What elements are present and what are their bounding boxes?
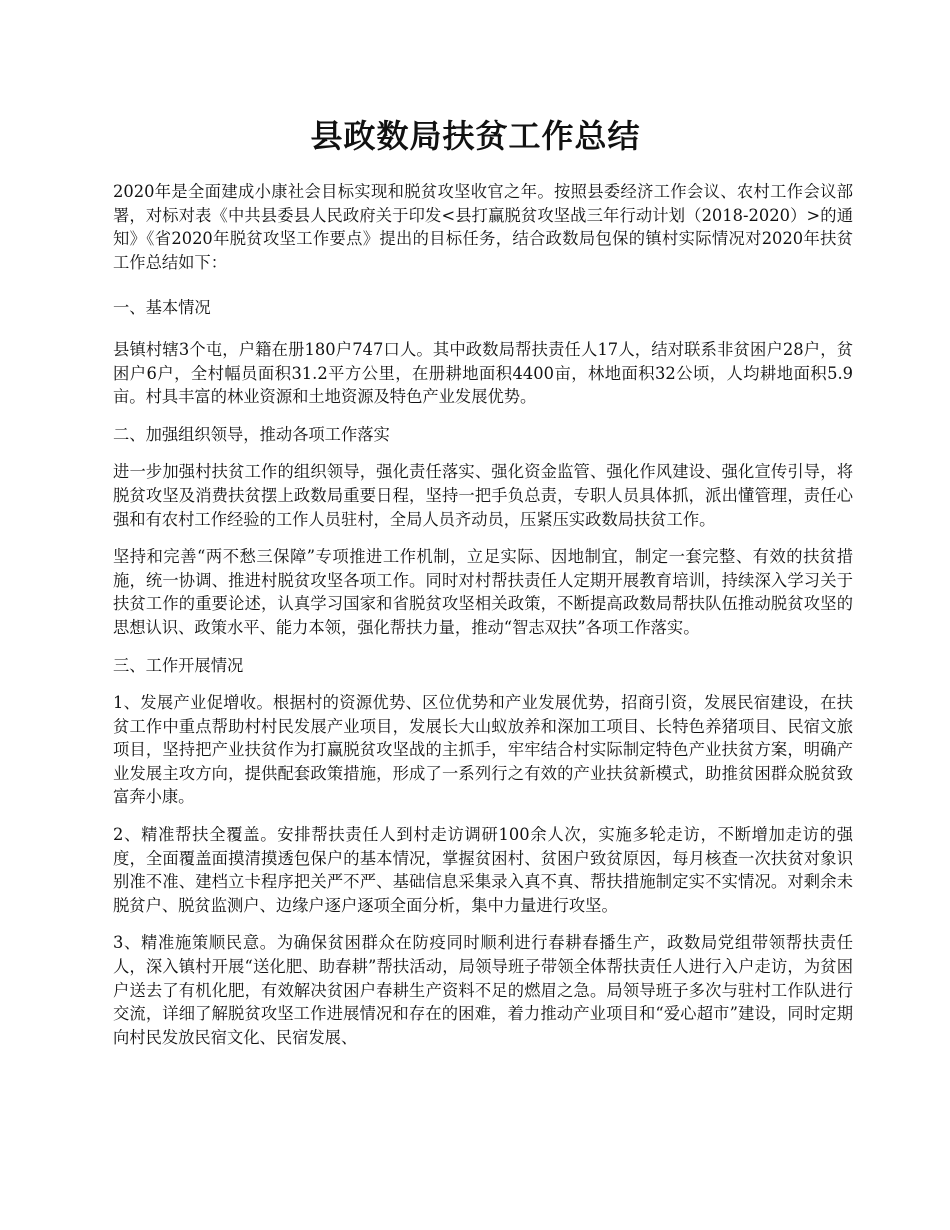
section3-item-1: 1、发展产业促增收。根据村的资源优势、区位优势和产业发展优势，招商引资，发展民宿建设，在扶贫工作中重点帮助村村民发展产业项目，发展长大山蚁放养和深加工项目、长特色养猪项目、民宿文旅项目，坚持把产业扶贫作为打赢脱贫攻坚战的主抓手，牢牢结合村实际制定特色产业扶贫方案，明确产业发展主攻方向，提供配套政策措施，形成了一系列行之有效的产业扶贫新模式，助推贫困群众脱贫致富奔小康。 [113, 693, 853, 807]
section1-paragraph: 县镇村辖3个屯，户籍在册180户747口人。其中政数局帮扶责任人17人，结对联系非贫困户28户，贫困户6户，全村幅员面积31.2平方公里，在册耕地面积4400亩，林地面积32公顷，人均耕地面积5.9亩。村具丰富的林业资源和土地资源及特色产业发展优势。 [113, 339, 853, 407]
section2-paragraph-2: 坚持和完善“两不愁三保障”专项推进工作机制，立足实际、因地制宜，制定一套完整、有效的扶贫措施，统一协调、推进村脱贫攻坚各项工作。同时对村帮扶责任人定期开展教育培训，持续深入学习关于扶贫工作的重要论述，认真学习国家和省脱贫攻坚相关政策，不断提高政数局帮扶队伍推动脱贫攻坚的思想认识、政策水平、能力本领，强化帮扶力量，推动“智志双扶”各项工作落实。 [113, 547, 853, 637]
document-body [113, 180, 853, 1063]
section2-paragraph-1: 进一步加强村扶贫工作的组织领导，强化责任落实、强化资金监管、强化作风建设、强化宣传引导，将脱贫攻坚及消费扶贫摆上政数局重要日程，坚持一把手负总责，专职人员具体抓，派出懂管理，责任心强和有农村工作经验的工作人员驻村，全局人员齐动员，压紧压实政数局扶贫工作。 [113, 462, 853, 529]
section3-item-2: 2、精准帮扶全覆盖。安排帮扶责任人到村走访调研100余人次，实施多轮走访，不断增加走访的强度，全面覆盖面摸清摸透包保户的基本情况，掌握贫困村、贫困户致贫原因，每月核查一次扶贫对象识别准不准、建档立卡程序把关严不严、基础信息采集录入真不真、帮扶措施制定实不实情况。对剩余未脱贫户、脱贫监测户、边缘户逐户逐项全面分析，集中力量进行攻坚。 [113, 825, 853, 915]
document-title: 县政数局扶贫工作总结 [310, 117, 641, 155]
section-heading-work-progress: 三、工作开展情况 [113, 655, 244, 675]
section-heading-basic-situation: 一、基本情况 [113, 298, 211, 318]
intro-paragraph: 2020年是全面建成小康社会目标实现和脱贫攻坚收官之年。按照县委经济工作会议、农村工作会议部署，对标对表《中共县委县人民政府关于印发<县打赢脱贫攻坚战三年行动计划（2018-2020）>的通知》《省2020年脱贫攻坚工作要点》提出的目标任务，结合政数局包保的镇村实际情况对2020年扶贫工作总结如下： [113, 182, 853, 272]
section3-item-3: 3、精准施策顺民意。为确保贫困群众在防疫同时顺利进行春耕春播生产，政数局党组带领帮扶责任人，深入镇村开展“送化肥、助春耕”帮扶活动，局领导班子带领全体帮扶责任人进行入户走访，为贫困户送去了有机化肥，有效解决贫困户春耕生产资料不足的燃眉之急。局领导班子多次与驻村工作队进行交流，详细了解脱贫攻坚工作进展情况和存在的困难，着力推动产业项目和“爱心超市”建设，同时定期向村民发放民宿文化、民宿发展、 [113, 933, 853, 1047]
section-heading-organization: 二、加强组织领导，推动各项工作落实 [113, 424, 390, 444]
